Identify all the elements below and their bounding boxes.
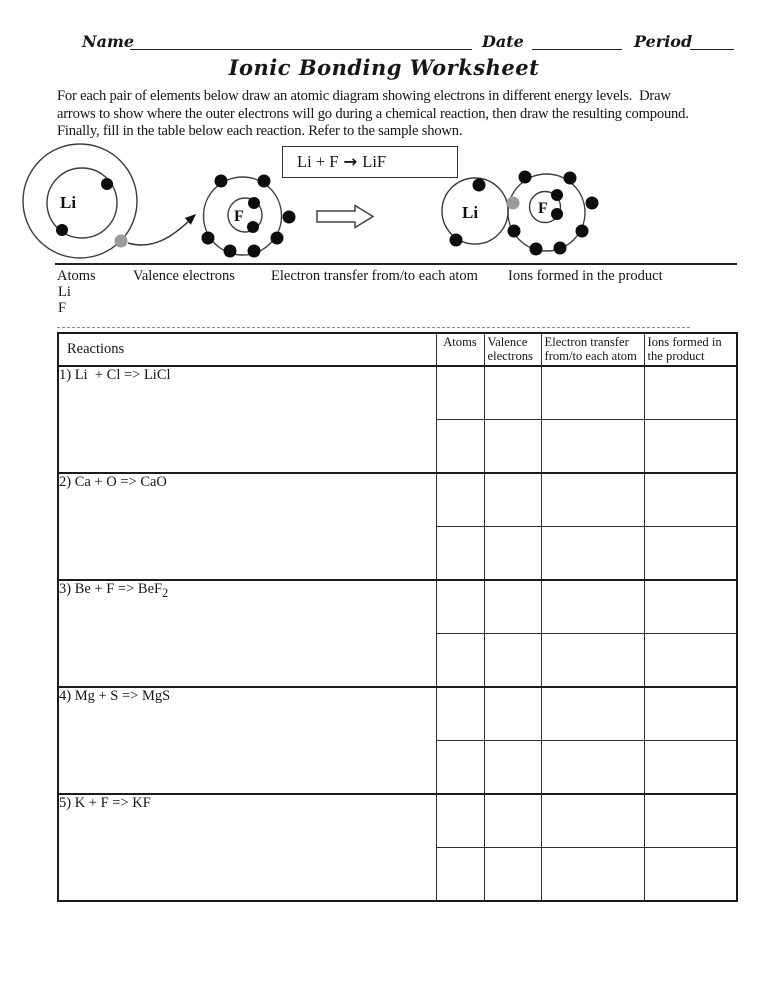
electron-dot bbox=[450, 234, 463, 247]
sample-col-ions: Ions formed in the product bbox=[508, 268, 663, 284]
period-blank-line bbox=[690, 48, 734, 50]
instructions-line-1: For each pair of elements below draw an atomic diagram showing electrons in different energy levels. Draw bbox=[57, 88, 671, 104]
transferred-electron-dot bbox=[507, 197, 520, 210]
results-table-container bbox=[57, 332, 738, 902]
reaction-arrow-icon bbox=[317, 206, 373, 228]
blank-transfer-cell bbox=[541, 420, 644, 474]
table-header-row bbox=[58, 333, 737, 366]
reactant-f-atom bbox=[204, 177, 282, 255]
blank-transfer-cell bbox=[541, 527, 644, 581]
reaction-5-label: 5) K + F => KF bbox=[59, 795, 151, 811]
electron-dot bbox=[551, 208, 563, 220]
blank-ions-cell bbox=[644, 580, 737, 634]
electron-dot bbox=[247, 221, 259, 233]
reaction-4-cell bbox=[58, 687, 436, 794]
right-arrow-icon: → bbox=[343, 152, 358, 171]
blank-valence-cell bbox=[484, 527, 541, 581]
electron-dot bbox=[519, 171, 532, 184]
reaction-4-label: 4) Mg + S => MgS bbox=[59, 688, 171, 704]
name-label: Name bbox=[82, 32, 135, 51]
blank-atoms-cell bbox=[436, 741, 484, 795]
page-title: Ionic Bonding Worksheet bbox=[228, 55, 540, 80]
blank-transfer-cell bbox=[541, 741, 644, 795]
reactant-f-symbol: F bbox=[234, 208, 244, 225]
reactant-li-symbol: Li bbox=[60, 193, 77, 212]
reaction-1-label: 1) Li + Cl => LiCl bbox=[59, 367, 171, 383]
blank-transfer-cell bbox=[541, 794, 644, 848]
table-row bbox=[58, 687, 737, 741]
results-table bbox=[57, 332, 738, 902]
reaction-3-subscript: 2 bbox=[162, 585, 169, 600]
reaction-3-cell bbox=[58, 580, 436, 687]
pre-table-line bbox=[57, 327, 690, 328]
blank-transfer-cell bbox=[541, 634, 644, 688]
product-f-symbol: F bbox=[538, 200, 548, 217]
blank-ions-cell bbox=[644, 848, 737, 902]
electron-dot bbox=[551, 189, 563, 201]
blank-atoms-cell bbox=[436, 366, 484, 420]
reaction-3-label: 3) Be + F => BeF bbox=[59, 581, 163, 597]
header-reactions: Reactions bbox=[58, 333, 436, 366]
blank-valence-cell bbox=[484, 794, 541, 848]
equation-lhs: Li + F bbox=[297, 152, 339, 171]
header-atoms: Atoms bbox=[436, 333, 484, 366]
blank-valence-cell bbox=[484, 420, 541, 474]
table-row bbox=[58, 794, 737, 848]
sample-col-atoms: Atoms bbox=[57, 268, 96, 284]
electron-dot bbox=[564, 172, 577, 185]
blank-ions-cell bbox=[644, 741, 737, 795]
name-blank-line bbox=[130, 48, 472, 50]
electron-dot bbox=[530, 243, 543, 256]
electron-dot bbox=[576, 225, 589, 238]
blank-transfer-cell bbox=[541, 473, 644, 527]
sample-divider-line bbox=[55, 263, 737, 265]
electron-dot bbox=[283, 211, 296, 224]
electron-dot bbox=[586, 197, 599, 210]
atomic-diagram bbox=[0, 138, 768, 268]
electron-dot bbox=[271, 232, 284, 245]
header-valence: Valence electrons bbox=[484, 333, 541, 366]
equation-rhs: LiF bbox=[362, 152, 387, 171]
sample-col-transfer: Electron transfer from/to each atom bbox=[271, 268, 478, 284]
reaction-5-cell bbox=[58, 794, 436, 901]
date-blank-line bbox=[532, 48, 622, 50]
electron-dot bbox=[473, 179, 486, 192]
blank-atoms-cell bbox=[436, 527, 484, 581]
blank-ions-cell bbox=[644, 366, 737, 420]
blank-valence-cell bbox=[484, 580, 541, 634]
electron-dot bbox=[258, 175, 271, 188]
sample-atom-li: Li bbox=[58, 284, 71, 300]
electron-dot bbox=[248, 245, 261, 258]
blank-valence-cell bbox=[484, 366, 541, 420]
electron-dot bbox=[508, 225, 521, 238]
sample-atom-f: F bbox=[58, 300, 67, 316]
blank-valence-cell bbox=[484, 634, 541, 688]
blank-atoms-cell bbox=[436, 848, 484, 902]
period-label: Period bbox=[634, 32, 693, 51]
instructions-line-3: Finally, fill in the table below each reaction. Refer to the sample shown. bbox=[57, 123, 463, 139]
electron-dot bbox=[224, 245, 237, 258]
blank-ions-cell bbox=[644, 687, 737, 741]
reaction-2-cell bbox=[58, 473, 436, 580]
date-label: Date bbox=[482, 32, 524, 51]
blank-ions-cell bbox=[644, 420, 737, 474]
reaction-1-cell bbox=[58, 366, 436, 473]
blank-atoms-cell bbox=[436, 687, 484, 741]
transferred-electron-dot bbox=[115, 235, 128, 248]
table-row bbox=[58, 366, 737, 420]
blank-ions-cell bbox=[644, 634, 737, 688]
blank-ions-cell bbox=[644, 473, 737, 527]
blank-atoms-cell bbox=[436, 634, 484, 688]
table-row bbox=[58, 473, 737, 527]
product-li-symbol: Li bbox=[462, 203, 479, 222]
sample-col-valence: Valence electrons bbox=[133, 268, 235, 284]
instructions-paragraph bbox=[57, 88, 737, 141]
blank-valence-cell bbox=[484, 473, 541, 527]
electron-dot bbox=[56, 224, 68, 236]
blank-valence-cell bbox=[484, 848, 541, 902]
blank-ions-cell bbox=[644, 794, 737, 848]
electron-dot bbox=[101, 178, 113, 190]
header-ions: Ions formed in the product bbox=[644, 333, 737, 366]
transfer-arrow-path bbox=[128, 217, 193, 245]
reaction-2-label: 2) Ca + O => CaO bbox=[59, 474, 167, 490]
electron-dot bbox=[248, 197, 260, 209]
electron-dot bbox=[554, 242, 567, 255]
header-transfer: Electron transfer from/to each atom bbox=[541, 333, 644, 366]
blank-atoms-cell bbox=[436, 473, 484, 527]
blank-transfer-cell bbox=[541, 580, 644, 634]
blank-transfer-cell bbox=[541, 848, 644, 902]
electron-dot bbox=[202, 232, 215, 245]
blank-valence-cell bbox=[484, 687, 541, 741]
blank-atoms-cell bbox=[436, 794, 484, 848]
blank-transfer-cell bbox=[541, 687, 644, 741]
electron-dot bbox=[215, 175, 228, 188]
blank-atoms-cell bbox=[436, 580, 484, 634]
instructions-line-2: arrows to show where the outer electrons will go during a chemical reaction, then draw the resulting compound. bbox=[57, 105, 689, 122]
table-row bbox=[58, 580, 737, 634]
blank-ions-cell bbox=[644, 527, 737, 581]
blank-valence-cell bbox=[484, 741, 541, 795]
blank-atoms-cell bbox=[436, 420, 484, 474]
blank-transfer-cell bbox=[541, 366, 644, 420]
electron-transfer-arrow bbox=[128, 211, 199, 245]
product-f-atom bbox=[508, 174, 585, 251]
